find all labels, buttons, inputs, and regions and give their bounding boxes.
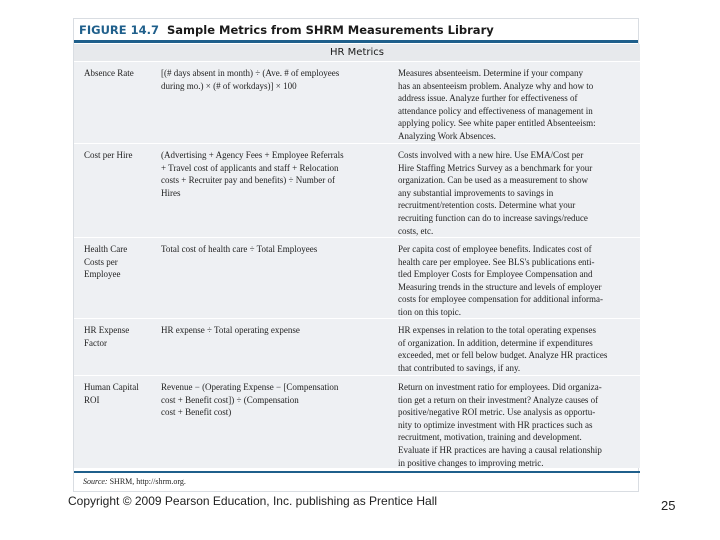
formula-cell — [152, 144, 391, 237]
cell-line: Employee — [84, 269, 121, 280]
cell-line: ROI — [84, 394, 100, 405]
cell-line: Costs per — [84, 256, 118, 267]
cell-line: Costs involved with a new hire. Use EMA/Cost per — [398, 150, 584, 160]
cell-line: costs, etc. — [398, 225, 434, 236]
page-number: 25 — [661, 498, 676, 513]
cell-line: Human Capital — [84, 382, 139, 392]
table-row — [74, 375, 640, 468]
source-label: Source: — [83, 477, 108, 486]
cell-line: Absence Rate — [84, 68, 134, 78]
formula-cell — [152, 376, 391, 468]
description-cell — [391, 238, 640, 318]
cell-line: that contributed to savings, if any. — [398, 362, 521, 373]
formula-cell — [152, 319, 391, 375]
figure — [73, 18, 639, 492]
cell-line: Return on investment ratio for employees. Did organiza- — [398, 382, 602, 392]
metric-name-cell — [74, 62, 152, 143]
cell-line: address issue. Analyze further for effectiveness of — [398, 93, 578, 104]
table-row — [74, 318, 640, 375]
cell-line: recruitment, motivation, training and development. — [398, 432, 582, 443]
cell-line: in positive changes to improving metric. — [398, 457, 544, 468]
cell-line: Total cost of health care ÷ Total Employees — [161, 244, 318, 254]
cell-line: any substantial improvements to savings in — [398, 187, 554, 198]
description-cell — [391, 376, 640, 468]
table-row — [74, 61, 640, 143]
cell-line: cost + Benefit cost]) ÷ (Compensation — [161, 394, 299, 405]
formula-cell — [152, 62, 391, 143]
cell-line: HR expenses in relation to the total operating expenses — [398, 325, 596, 335]
cell-line: nity to optimize investment with HR practices such as — [398, 419, 593, 430]
description-cell — [391, 62, 640, 143]
metric-name-cell — [74, 238, 152, 318]
cell-line: during mo.) × (# of workdays)] × 100 — [161, 80, 297, 91]
cell-line: (Advertising + Agency Fees + Employee Referrals — [161, 150, 344, 160]
cell-line: Hires — [161, 187, 181, 198]
cell-line: Analyzing Work Absences. — [398, 130, 496, 141]
cell-line: health care per employee. See BLS's publications enti- — [398, 256, 595, 267]
cell-line: Per capita cost of employee benefits. Indicates cost of — [398, 244, 592, 254]
cell-line: organization. Can be used as a measurement to show — [398, 175, 589, 186]
cell-line: HR expense ÷ Total operating expense — [161, 325, 300, 335]
cell-line: Measures absenteeism. Determine if your company — [398, 68, 583, 78]
formula-cell — [152, 238, 391, 318]
metric-name-cell — [74, 319, 152, 375]
cell-line: has an absenteeism problem. Analyze why and how to — [398, 80, 594, 91]
table-title: HR Metrics — [74, 44, 640, 61]
cell-line: Cost per Hire — [84, 150, 133, 160]
description-cell — [391, 319, 640, 375]
figure-header — [74, 19, 638, 43]
cell-line: cost + Benefit cost) — [161, 407, 232, 418]
cell-line: positive/negative ROI metric. Use analysis as opportu- — [398, 407, 596, 418]
figure-source — [74, 471, 640, 491]
cell-line: of organization. In addition, determine if expenditures — [398, 337, 593, 348]
figure-title: Sample Metrics from SHRM Measurements Library — [167, 22, 494, 37]
copyright-footer: Copyright © 2009 Pearson Education, Inc. publishing as Prentice Hall — [68, 494, 438, 508]
cell-line: tion get a return on their investment? Analyze causes of — [398, 394, 599, 405]
cell-line: Factor — [84, 337, 107, 348]
cell-line: Revenue − (Operating Expense − [Compensation — [161, 382, 339, 392]
figure-number: FIGURE 14.7 — [79, 22, 160, 37]
metric-name-cell — [74, 376, 152, 468]
cell-line: Health Care — [84, 244, 128, 254]
metric-name-cell — [74, 144, 152, 237]
cell-line: HR Expense — [84, 325, 130, 335]
cell-line: [(# days absent in month) ÷ (Ave. # of employees — [161, 68, 340, 78]
cell-line: Measuring trends in the structure and levels of employer — [398, 281, 602, 292]
table-row — [74, 237, 640, 318]
metrics-table — [74, 61, 640, 468]
cell-line: tion on this topic. — [398, 306, 461, 317]
cell-line: costs for employee compensation for additional informa- — [398, 294, 603, 305]
table-row — [74, 143, 640, 237]
cell-line: recruitment/retention costs. Determine what your — [398, 200, 576, 211]
cell-line: + Travel cost of applicants and staff + Relocation — [161, 162, 339, 173]
cell-line: Evaluate if HR practices are having a causal relationship — [398, 444, 602, 455]
cell-line: exceeded, met or fell below budget. Analyze HR practices — [398, 350, 608, 361]
cell-line: costs + Recruiter pay and benefits) ÷ Number of — [161, 175, 335, 186]
cell-line: applying policy. See white paper entitled Absenteeism: — [398, 118, 596, 129]
cell-line: attendance policy and effectiveness of management in — [398, 105, 593, 116]
cell-line: tled Employer Costs for Employee Compensation and — [398, 269, 593, 280]
source-text: SHRM, http://shrm.org. — [109, 477, 186, 486]
cell-line: recruiting function can do to increase savings/reduce — [398, 212, 588, 223]
cell-line: Hire Staffing Metrics Survey as a benchmark for your — [398, 162, 593, 173]
description-cell — [391, 144, 640, 237]
